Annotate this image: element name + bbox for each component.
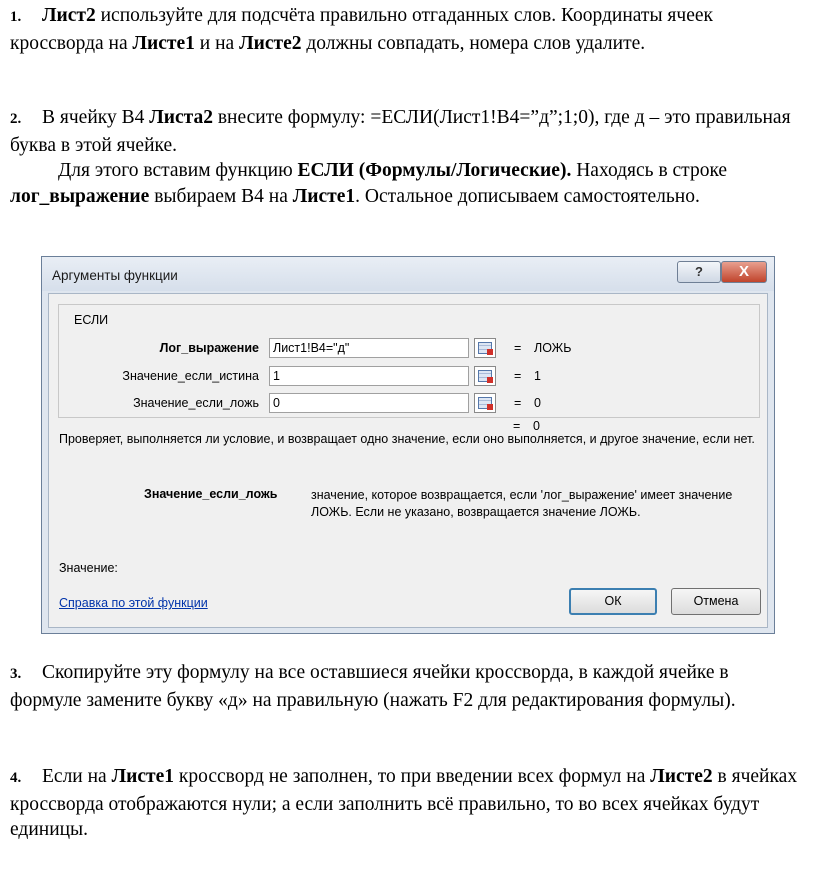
arg-input-if-true[interactable]: 1 <box>269 366 469 386</box>
text: Находясь в строке <box>571 160 728 181</box>
equals-sign: = <box>514 396 522 410</box>
step-1-paragraph <box>10 3 800 56</box>
arg-label-if-false: Значение_если_ложь <box>133 396 259 410</box>
value-label: Значение: <box>59 561 118 575</box>
ok-button[interactable]: ОК <box>569 588 657 615</box>
dialog-title: Аргументы функции <box>52 268 178 283</box>
function-help-link[interactable]: Справка по этой функции <box>59 596 208 610</box>
arg-label-logical: Лог_выражение <box>159 341 259 355</box>
arg-result-if-true: 1 <box>534 369 541 383</box>
arg-result-logical: ЛОЖЬ <box>534 341 572 355</box>
step-4-paragraph <box>10 764 800 843</box>
text: Для этого вставим функцию <box>58 160 298 181</box>
text: выбираем B4 на <box>149 185 293 207</box>
arg-result-if-false: 0 <box>534 396 541 410</box>
text: внесите формулу: =ЕСЛИ(Лист1!B4=”д”;1;0), где д – это правильная буква в этой ячейке. <box>10 107 791 156</box>
dialog-body <box>48 293 768 628</box>
bold-text: Листе1 <box>292 185 356 207</box>
text: в ячейках кроссворда отображаются нули; а если заполнить всё правильно, то во всех ячейках будут единицы. <box>10 766 798 840</box>
equals-sign: = <box>513 419 521 433</box>
cancel-button[interactable]: Отмена <box>671 588 761 615</box>
text: кроссворд не заполнен, то при введении всех формул на <box>173 766 651 787</box>
text: должны совпадать, номера слов удалите. <box>301 32 646 54</box>
bold-text: Лист2 <box>42 5 96 26</box>
equals-sign: = <box>514 369 522 383</box>
range-select-icon[interactable] <box>474 338 496 358</box>
equals-sign: = <box>514 341 522 355</box>
formula-result: 0 <box>533 419 540 433</box>
text: Если на <box>42 766 112 787</box>
text: В ячейку B4 <box>42 107 150 128</box>
text: Скопируйте эту формулу на все оставшиеся ячейки кроссворда, в каждой ячейке в формуле замените букву «д» на правильную (нажать F2 для редактирования формулы). <box>10 662 736 711</box>
arg-input-logical[interactable]: Лист1!B4="д" <box>269 338 469 358</box>
text: используйте для подсчёта правильно отгаданных слов. Координаты ячеек кроссворда на <box>10 5 713 54</box>
bold-text: ЕСЛИ (Формулы/Логические). <box>297 160 572 181</box>
arg-description-text: значение, которое возвращается, если 'лог_выражение' имеет значение ЛОЖЬ. Если не указано, возвращается значение ЛОЖЬ. <box>311 488 733 519</box>
bold-text: лог_выражение <box>10 185 150 207</box>
arg-label-if-true: Значение_если_истина <box>122 369 259 383</box>
step-3-paragraph <box>10 660 800 713</box>
help-button[interactable]: ? <box>677 261 721 283</box>
function-description: Проверяет, выполняется ли условие, и возвращает одно значение, если оно выполняется, и другое значение, если нет. <box>59 432 755 446</box>
bold-text: Листе1 <box>111 766 174 787</box>
step-number: 2. <box>10 111 22 127</box>
arg-input-if-false[interactable]: 0 <box>269 393 469 413</box>
function-arguments-dialog <box>41 256 775 634</box>
text: . Остальное дописываем самостоятельно. <box>355 185 700 207</box>
text: и на <box>194 32 240 54</box>
bold-text: Листа2 <box>149 107 213 128</box>
close-button[interactable]: X <box>721 261 767 283</box>
range-select-icon[interactable] <box>474 366 496 386</box>
bold-text: Листе2 <box>239 32 302 54</box>
range-select-icon[interactable] <box>474 393 496 413</box>
step-number: 4. <box>10 770 22 786</box>
arg-description-name: Значение_если_ложь <box>144 487 278 501</box>
arguments-group <box>58 304 760 418</box>
dialog-titlebar <box>42 257 774 291</box>
bold-text: Листе1 <box>132 32 195 54</box>
step-2-paragraph <box>10 105 800 209</box>
function-name: ЕСЛИ <box>74 313 109 327</box>
step-number: 3. <box>10 666 22 682</box>
step-number: 1. <box>10 9 22 25</box>
bold-text: Листе2 <box>650 766 713 787</box>
